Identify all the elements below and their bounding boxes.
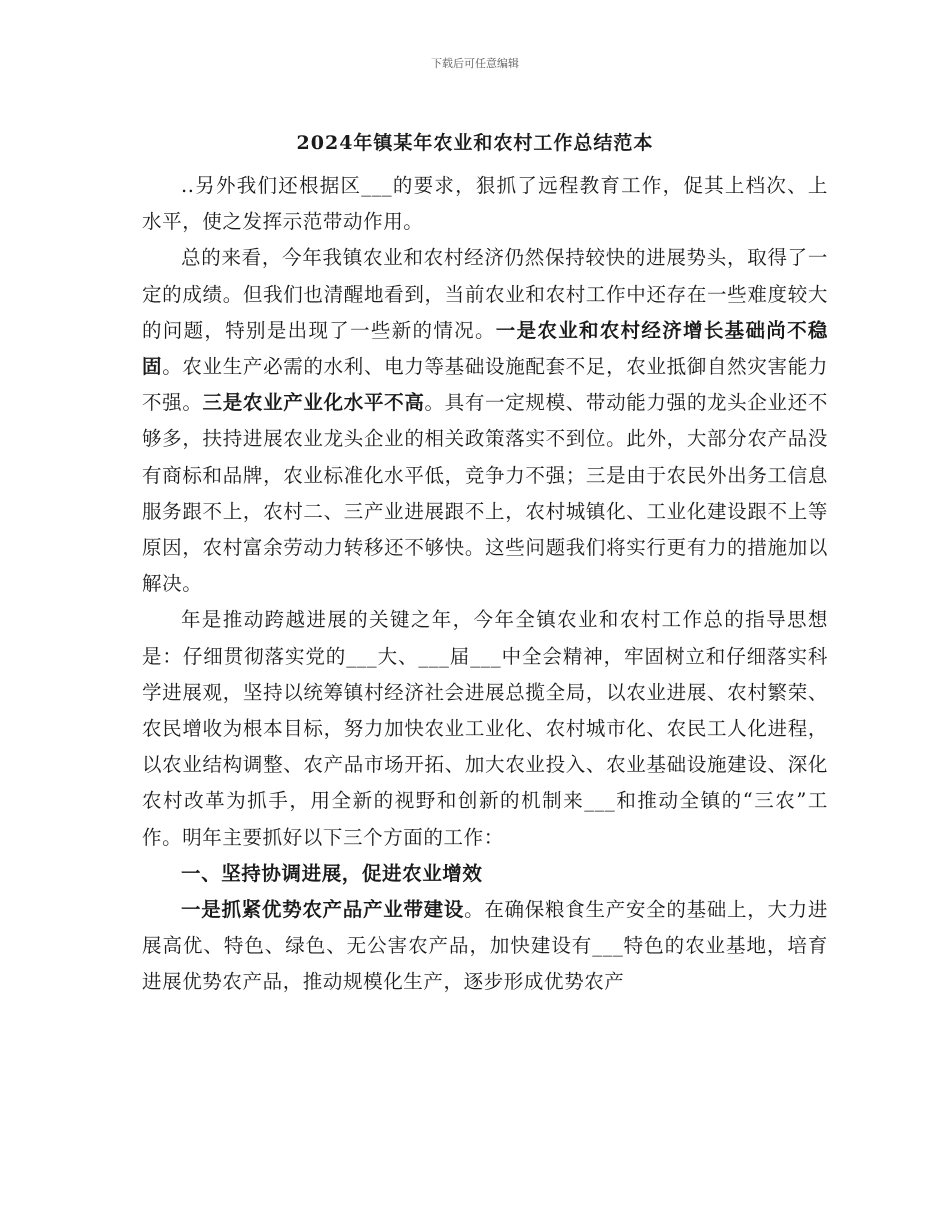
paragraph-3: 年是推动跨越进展的关键之年，今年全镇农业和农村工作总的指导思想是：仔细贯彻落实党的___大、___届___中全会精神，牢固树立和仔细落实科学进展观，坚持以统筹镇村经济社会进展总揽全局，以农业进展、农村繁荣、农民增收为根本目标，努力加快农业工业化、农村城市化、农民工人化进程，以农业结构调整、农产品市场开拓、加大农业投入、农业基础设施建设、深化农村改革为抓手，用全新的视野和创新的机制来___和推动全镇的“三农”工作。明年主要抓好以下三个方面的工作： — [142, 608, 828, 849]
paragraph-4-text: 。在确保粮食生产安全的基础上，大力进展高优、特色、绿色、无公害农产品，加快建设有___特色的农业基地，培育进展优势农产品，推动规模化生产，逐步形成优势农产 — [142, 898, 828, 994]
paragraph-2-text-b: 。农业生产必需的水利、电力等基础设施配套不足，农业抵御自然灾害能力不强。 — [142, 355, 828, 415]
paragraph-4-bold: 一是抓紧优势农产品产业带建设 — [181, 898, 465, 922]
paragraph-2 — [142, 240, 828, 602]
page-header: 下载后可任意编辑 — [431, 57, 519, 70]
paragraph-2-text-a: 总的来看，今年我镇农业和农村经济仍然保持较快的进展势头，取得了一定的成绩。但我们也清醒地看到，当前农业和农村工作中还存在一些难度较大的问题，特别是出现了一些新的情况。 — [142, 246, 828, 342]
document-title: 2024年镇某年农业和农村工作总结范本 — [296, 132, 654, 154]
paragraph-2-text-c: 。具有一定规模、带动能力强的龙头企业还不够多，扶持进展农业龙头企业的相关政策落实不到位。此外，大部分农产品没有商标和品牌，农业标准化水平低，竞争力不强；三是由于农民外出务工信息服务跟不上，农村二、三产业进展跟不上，农村城镇化、工业化建设跟不上等原因，农村富余劳动力转移还不够快。这些问题我们将实行更有力的措施加以解决。 — [142, 391, 828, 596]
paragraph-1: ..另外我们还根据区___的要求，狠抓了远程教育工作，促其上档次、上水平，使之发挥示范带动作用。 — [142, 174, 828, 234]
section-heading-1: 一、坚持协调进展，促进农业增效 — [181, 861, 483, 885]
paragraph-2-bold-b: 三是农业产业化水平不高 — [202, 391, 425, 415]
paragraph-4 — [142, 892, 828, 1001]
paragraph-2-bold-a: 一是农业和农村经济增长基础尚不稳固 — [142, 318, 829, 379]
document-body — [142, 168, 828, 1001]
